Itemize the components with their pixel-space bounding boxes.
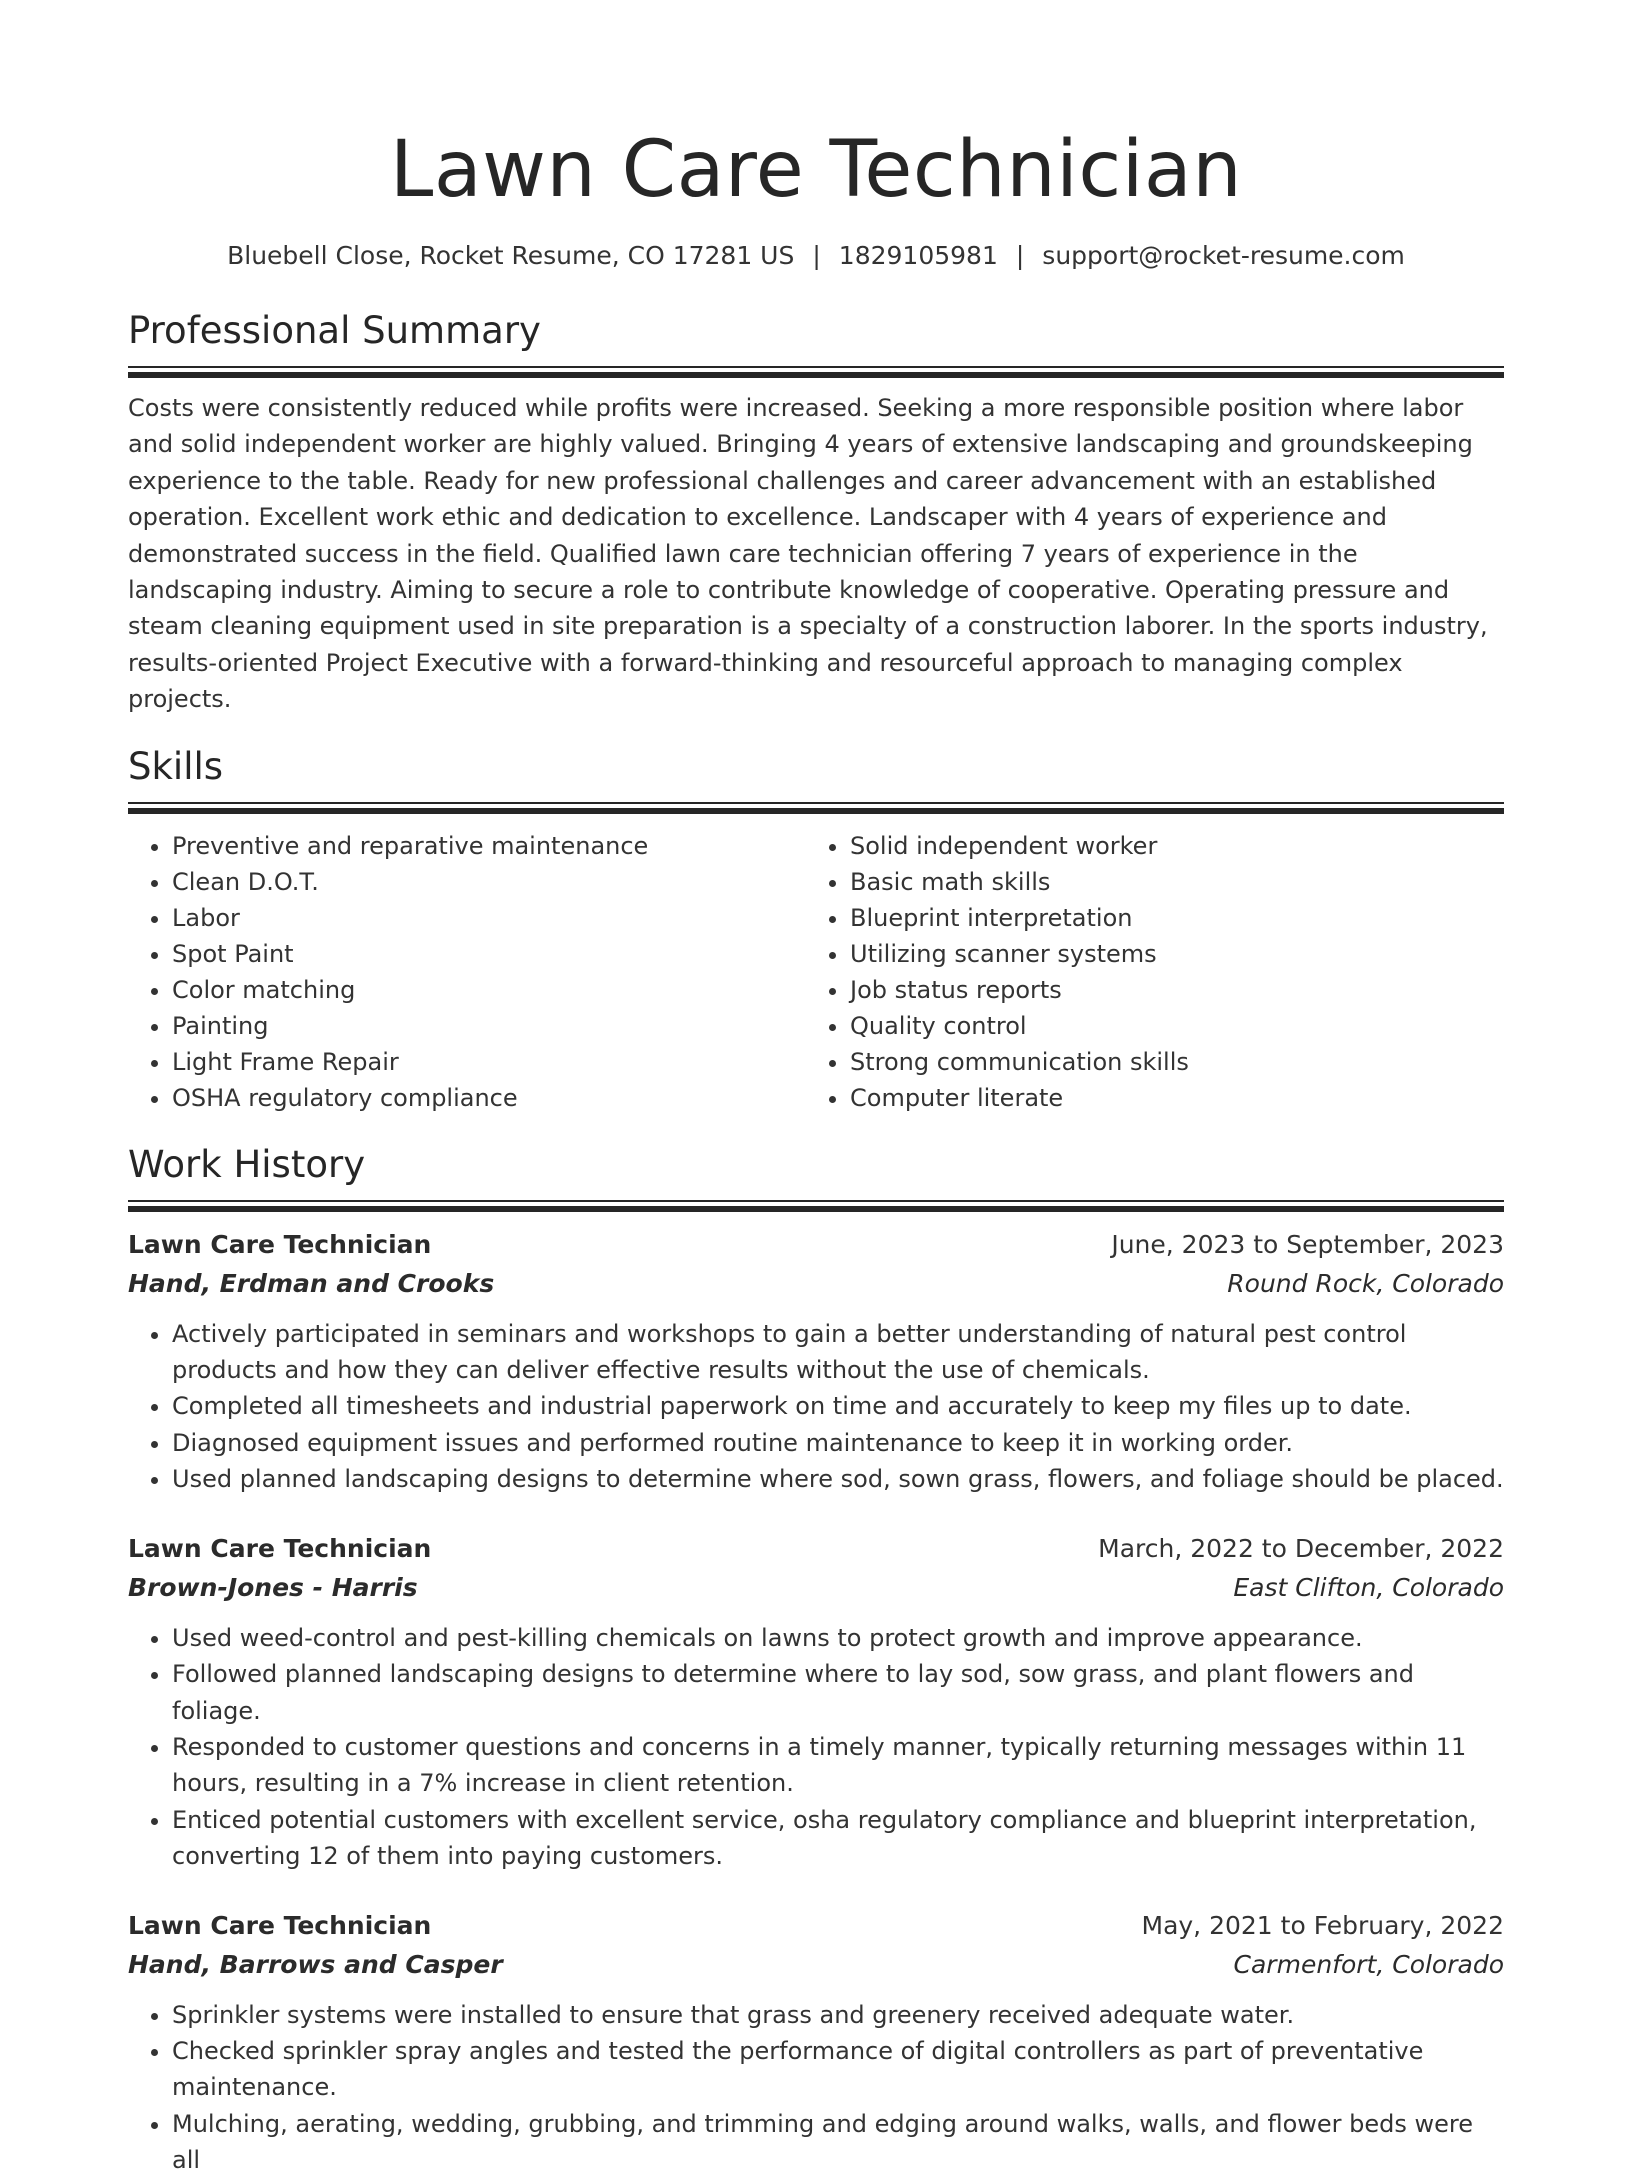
duty-item: • Used planned landscaping designs to determine where sod, sown grass, flowers, and foliage should be placed. [172, 1461, 1504, 1497]
skill-item: • OSHA regulatory compliance [172, 1080, 806, 1116]
job-location: East Clifton, Colorado [1233, 1572, 1504, 1602]
job-entry [128, 1907, 1504, 2179]
job-entry [128, 1226, 1504, 1498]
job-header [128, 1226, 1504, 1264]
skills-section [128, 744, 1504, 1116]
skill-item: • Blueprint interpretation [850, 900, 1484, 936]
skill-item: • Spot Paint [172, 936, 806, 972]
summary-section-title: Professional Summary [128, 309, 541, 352]
contact-phone: 1829105981 [838, 241, 998, 270]
job-company: Hand, Barrows and Casper [128, 1949, 503, 1979]
skill-item: • Job status reports [850, 972, 1484, 1008]
skills-section-title: Skills [128, 744, 224, 788]
summary-text: Costs were consistently reduced while profits were increased. Seeking a more responsible position where labor and solid independent worker are highly valued. Bringing 4 years of extensive landscaping and groundskeeping experience to the table. Ready for new professional challenges and career advancement with an established operation. Excellent work ethic and dedication to excellence. Landscaper with 4 years of experience and demonstrated success in the field. Qualified lawn care technician offering 7 years of experience in the landscaping industry. Aiming to secure a role to contribute knowledge of cooperative. Operating pressure and steam cleaning equipment used in site preparation is a specialty of a construction laborer. In the sports industry, results-oriented Project Executive with a forward-thinking and resourceful approach to managing complex projects. [128, 394, 1488, 714]
section-divider [128, 1200, 1504, 1212]
job-duties [128, 1997, 1504, 2179]
skills-right-column [806, 828, 1484, 1116]
job-location: Round Rock, Colorado [1227, 1268, 1504, 1298]
skill-item: • Clean D.O.T. [172, 864, 806, 900]
job-header [128, 1907, 1504, 1945]
skill-item: • Solid independent worker [850, 828, 1484, 864]
skill-item: • Computer literate [850, 1080, 1484, 1116]
job-entry [128, 1530, 1504, 1875]
duty-item: • Enticed potential customers with excellent service, osha regulatory compliance and blueprint interpretation, converting 12 of them into paying customers. [172, 1802, 1504, 1875]
job-subheader [128, 1264, 1504, 1304]
job-duties [128, 1316, 1504, 1498]
job-subheader [128, 1568, 1504, 1608]
duty-item: • Responded to customer questions and concerns in a timely manner, typically returning messages within 11 hours, resulting in a 7% increase in client retention. [172, 1729, 1504, 1802]
skill-item: • Preventive and reparative maintenance [172, 828, 806, 864]
duty-item: • Checked sprinkler spray angles and tested the performance of digital controllers as part of preventative maintenance. [172, 2033, 1504, 2106]
skill-item: • Utilizing scanner systems [850, 936, 1484, 972]
duty-item: • Actively participated in seminars and workshops to gain a better understanding of natural pest control products and how they can deliver effective results without the use of chemicals. [172, 1316, 1504, 1389]
contact-address: Bluebell Close, Rocket Resume, CO 17281 US [227, 241, 795, 270]
duty-item: • Diagnosed equipment issues and performed routine maintenance to keep it in working order. [172, 1425, 1504, 1461]
duty-item: • Followed planned landscaping designs to determine where to lay sod, sow grass, and plant flowers and foliage. [172, 1656, 1504, 1729]
job-header [128, 1530, 1504, 1568]
job-subheader [128, 1945, 1504, 1985]
duty-item: • Used weed-control and pest-killing chemicals on lawns to protect growth and improve appearance. [172, 1620, 1504, 1656]
duty-item: • Sprinkler systems were installed to ensure that grass and greenery received adequate water. [172, 1997, 1504, 2033]
skill-item: • Basic math skills [850, 864, 1484, 900]
job-title: Lawn Care Technician [128, 1910, 432, 1940]
section-divider [128, 366, 1504, 378]
skill-item: • Painting [172, 1008, 806, 1044]
section-divider [128, 802, 1504, 814]
resume-name-heading: Lawn Care Technician [389, 125, 1243, 215]
skills-columns [128, 828, 1504, 1116]
job-location: Carmenfort, Colorado [1233, 1949, 1504, 1979]
job-title: Lawn Care Technician [128, 1229, 432, 1259]
work-history-section-title: Work History [128, 1142, 366, 1186]
skill-item: • Quality control [850, 1008, 1484, 1044]
job-duties [128, 1620, 1504, 1875]
contact-separator: | [812, 241, 821, 270]
job-title: Lawn Care Technician [128, 1533, 432, 1563]
summary-section [128, 308, 1504, 718]
contact-email: support@rocket-resume.com [1042, 241, 1405, 270]
skill-item: • Light Frame Repair [172, 1044, 806, 1080]
skill-item: • Color matching [172, 972, 806, 1008]
work-history-section [128, 1142, 1504, 2179]
duty-item: • Completed all timesheets and industrial paperwork on time and accurately to keep my files up to date. [172, 1388, 1504, 1424]
job-dates: May, 2021 to February, 2022 [1141, 1910, 1504, 1940]
duty-item: • Mulching, aerating, wedding, grubbing, and trimming and edging around walks, walls, and flower beds were all [172, 2106, 1504, 2179]
contact-separator: | [1015, 241, 1025, 270]
skill-item: • Labor [172, 900, 806, 936]
job-company: Brown-Jones - Harris [128, 1572, 418, 1602]
job-dates: March, 2022 to December, 2022 [1098, 1533, 1504, 1563]
contact-line [128, 240, 1504, 272]
job-company: Hand, Erdman and Crooks [128, 1268, 495, 1298]
skill-item: • Strong communication skills [850, 1044, 1484, 1080]
skills-left-column [128, 828, 806, 1116]
job-dates: June, 2023 to September, 2023 [1111, 1229, 1504, 1259]
resume-page [128, 0, 1504, 2179]
